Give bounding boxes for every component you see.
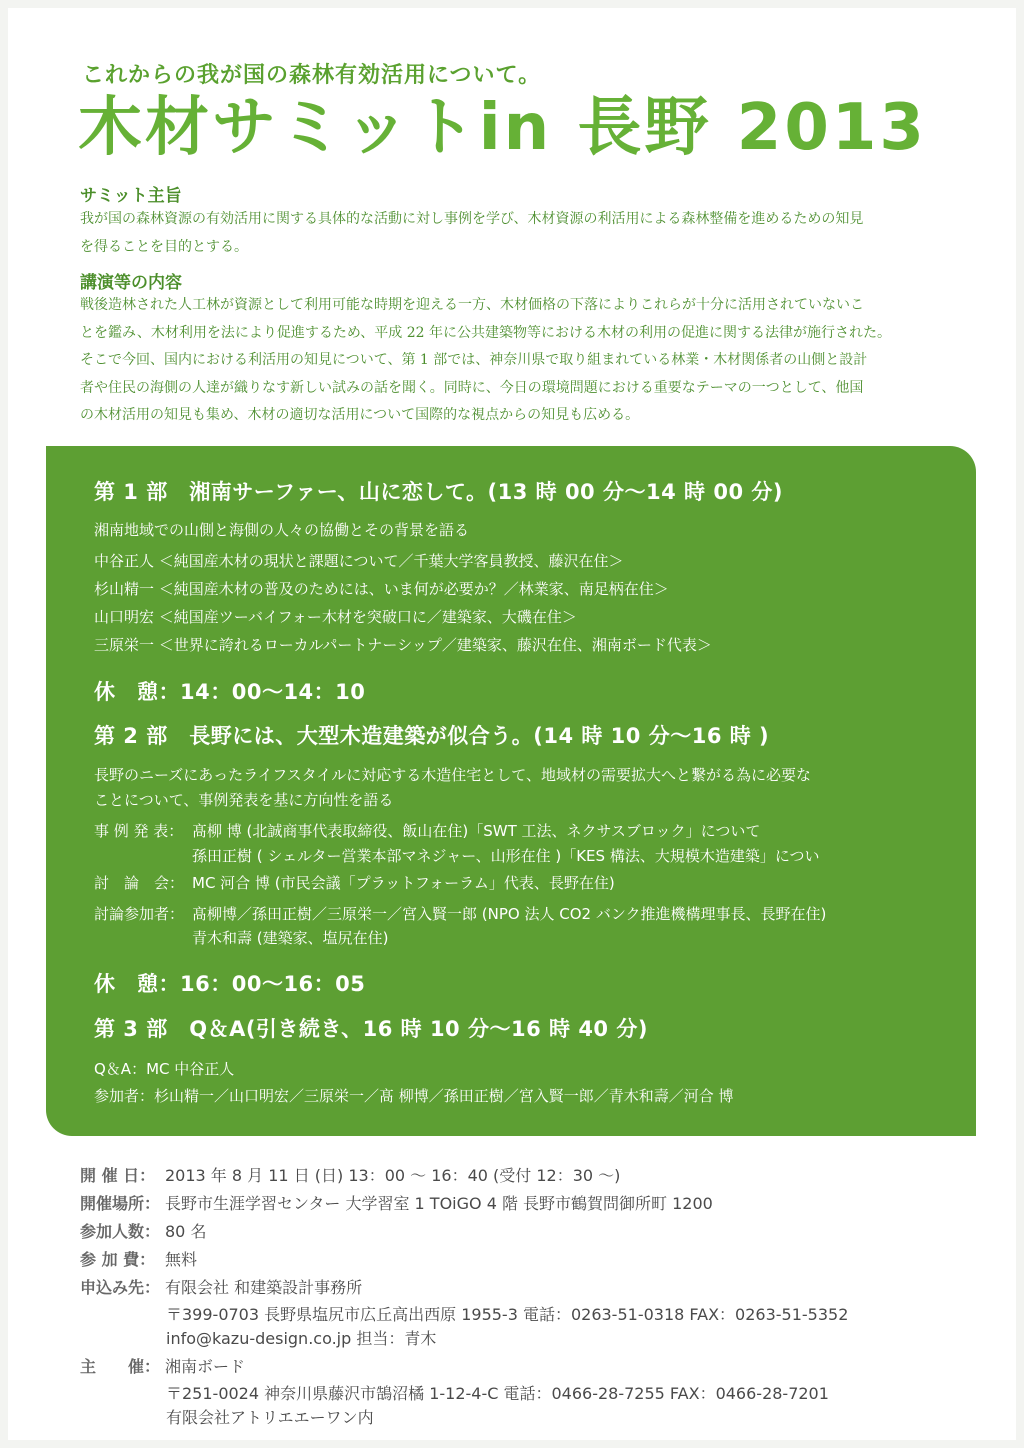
fee-row (80, 1247, 197, 1270)
part3-qa: Q＆A：MC 中谷正人 (94, 1060, 235, 1078)
part1-title: 第 1 部 湘南サーファー、山に恋して。(13 時 00 分～14 時 00 分) (94, 480, 783, 504)
program-panel (46, 446, 976, 1136)
capacity-row (80, 1219, 206, 1242)
fee-label: 参 加 費： (80, 1250, 156, 1269)
host-label: 主 催： (80, 1357, 161, 1376)
part1-speaker: 山口明宏 ＜純国産ツーバイフォー木材を突破口に／建築家、大磯在住＞ (94, 608, 577, 626)
content-line: の木材活用の知見も集め、木材の適切な活用について国際的な視点からの知見も広める。 (80, 407, 640, 423)
apply-label: 申込み先： (80, 1278, 161, 1297)
break2-time: 休 憩：16：00～16：05 (94, 972, 366, 996)
discussion-participants-row (94, 903, 826, 924)
case-presentation-label: 事 例 発 表： (94, 822, 184, 840)
discussion-participants-line: 青木和壽 (建築家、塩尻在住) (192, 929, 389, 947)
fee-value: 無料 (165, 1250, 198, 1269)
part2-description: 長野のニーズにあったライフスタイルに対応する木造住宅として、地域材の需要拡大へと繋がる為に必要な (94, 766, 812, 784)
part3-title: 第 3 部 Q＆A(引き続き、16 時 10 分～16 時 40 分) (94, 1017, 648, 1041)
apply-row (80, 1275, 362, 1298)
purpose-line: を得ることを目的とする。 (80, 238, 248, 255)
part1-description: 湘南地域での山側と海側の人々の協働とその背景を語る (94, 521, 470, 539)
purpose-line: 我が国の森林資源の有効活用に関する具体的な活動に対し事例を学び、木材資源の利活用による森林整備を進めるための知見 (80, 211, 864, 227)
venue-value: 長野市生涯学習センター 大学習室 1 TOiGO 4 階 長野市鶴賀問御所町 1200 (165, 1194, 713, 1213)
capacity-label: 参加人数： (80, 1222, 161, 1241)
case-presentation-row (94, 820, 760, 841)
content-line: 戦後造林された人工林が資源として利用可能な時期を迎える一方、木材価格の下落によりこれらが十分に活用されていないこ (80, 297, 864, 313)
apply-contact[interactable]: info@kazu-design.co.jp 担当：青木 (166, 1329, 437, 1348)
content-line: 者や住民の海側の人達が織りなす新しい試みの話を聞く。同時に、今日の環境問題における重要なテーマの一つとして、他国 (80, 379, 864, 396)
host-address: 〒251-0024 神奈川県藤沢市鵠沼橘 1-12-4-C 電話：0466-28-7255 FAX：0466-28-7201 (166, 1384, 829, 1403)
part1-speaker: 三原栄一 ＜世界に誇れるローカルパートナーシップ／建築家、藤沢在住、湘南ボード代表＞ (94, 636, 712, 654)
apply-company: 有限会社 和建築設計事務所 (165, 1278, 363, 1297)
capacity-value: 80 名 (165, 1222, 207, 1241)
part3-participants: 参加者：杉山精一／山口明宏／三原栄一／髙 柳博／孫田正樹／宮入賢一郎／青木和壽／河合 博 (94, 1087, 734, 1105)
venue-label: 開催場所： (80, 1194, 161, 1213)
part1-speaker: 中谷正人 ＜純国産木材の現状と課題について／千葉大学客員教授、藤沢在住＞ (94, 552, 624, 570)
discussion-row (94, 872, 615, 893)
venue-row (80, 1191, 713, 1214)
event-title: 木材サミットin 長野 2013 (78, 91, 927, 165)
apply-address: 〒399-0703 長野県塩尻市広丘高出西原 1955-3 電話：0263-51-0318 FAX：0263-51-5352 (166, 1305, 849, 1324)
part1-speaker: 杉山精一 ＜純国産木材の普及のためには、いま何が必要か？／林業家、南足柄在住＞ (94, 580, 669, 598)
date-label: 開 催 日： (80, 1166, 156, 1185)
date-row (80, 1163, 620, 1186)
part2-title: 第 2 部 長野には、大型木造建築が似合う。(14 時 10 分～16 時 ) (94, 724, 770, 748)
case-presentation-line: 髙柳 博 (北誠商事代表取締役、飯山在住)「SWT 工法、ネクサスブロック」について (192, 822, 761, 840)
content-text (80, 292, 950, 430)
part2-description: ことについて、事例発表を基に方向性を語る (94, 791, 394, 809)
break1-time: 休 憩：14：00～14：10 (94, 680, 366, 704)
content-line: そこで今回、国内における利活用の知見について、第 1 部では、神奈川県で取り組まれている林業・木材関係者の山側と設計 (80, 352, 868, 368)
case-presentation-line: 孫田正樹 ( シェルター営業本部マネジャー、山形在住 )「KES 構法、大規模木造建築」につい (192, 847, 820, 865)
discussion-participants-line: 髙柳博／孫田正樹／三原栄一／宮入賢一郎 (NPO 法人 CO2 バンク推進機構理事長、長野在住) (192, 905, 827, 923)
host-company: 有限会社アトリエエーワン内 (166, 1408, 374, 1427)
content-heading: 講演等の内容 (80, 273, 182, 293)
purpose-text (80, 206, 950, 261)
content-line: とを鑑み、木材利用を法により促進するため、平成 22 年に公共建築物等における木材の利用の促進に関する法律が施行された。 (80, 324, 891, 341)
host-row (80, 1354, 245, 1377)
event-subtitle: これからの我が国の森林有効活用について。 (82, 63, 542, 88)
purpose-heading: サミット主旨 (80, 186, 182, 206)
discussion-text: MC 河合 博 (市民会議「プラットフォーラム」代表、長野在住) (192, 874, 615, 892)
discussion-participants-label: 討論参加者： (94, 905, 185, 923)
date-value: 2013 年 8 月 11 日 (日) 13：00 ～ 16：40 (受付 12：30 ～) (165, 1166, 621, 1185)
host-name: 湘南ボード (165, 1357, 246, 1376)
discussion-label: 討 論 会： (94, 874, 185, 892)
